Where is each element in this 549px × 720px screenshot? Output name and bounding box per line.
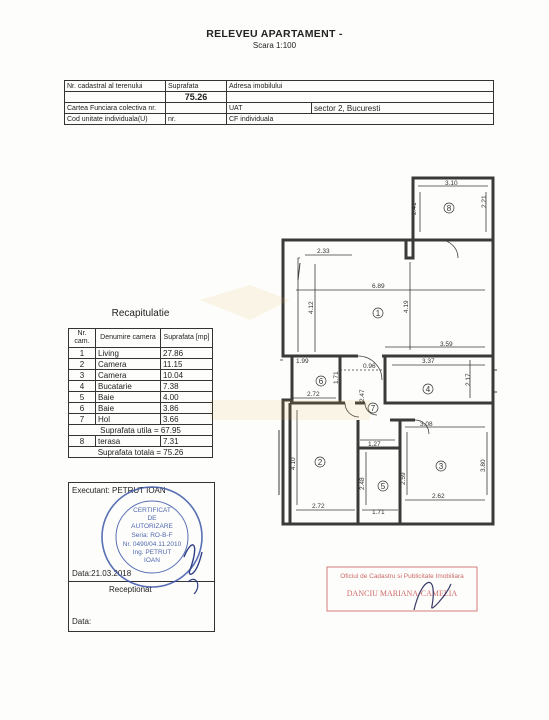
office-stamp-name: DANCIU MARIANA-CAMELIA — [346, 589, 458, 598]
table-row: 4 Bucatarie 7.38 — [69, 381, 213, 392]
col-header: Denumire camera — [96, 329, 161, 348]
dim-text: 3.08 — [420, 421, 433, 428]
received-label: Receptionat — [109, 585, 152, 594]
room-number: 6 — [318, 377, 324, 386]
table-row: 6 Baie 3.86 — [69, 403, 213, 414]
col-header: Nr. cam. — [69, 329, 96, 348]
dim-text: 2.17 — [465, 373, 472, 386]
col-header: Suprafata [mp] — [161, 329, 213, 348]
room-number: 7 — [370, 404, 376, 413]
dim-text: 4.10 — [290, 457, 297, 470]
table-row: 8 terasa 7.31 — [69, 436, 213, 447]
total-surface: Suprafata totala = 75.26 — [69, 447, 213, 458]
dim-text: 2.72 — [312, 503, 325, 510]
dim-text: 0.96 — [363, 363, 376, 370]
scale-label: Scara 1:100 — [252, 41, 297, 50]
table-row: 1 Living 27.86 — [69, 348, 213, 359]
dim-text: 2.72 — [307, 391, 320, 398]
room-number: 5 — [380, 482, 386, 491]
table-row: 2 Camera 11.15 — [69, 359, 213, 370]
office-stamp-line: Oficiul de Cadastru si Publicitate Imobiliara — [340, 573, 464, 580]
page-title: RELEVEU APARTAMENT - — [206, 28, 343, 40]
room-number: 2 — [317, 458, 323, 467]
stamp-line: AUTORIZARE — [131, 523, 173, 530]
dim-text: 2.41 — [411, 202, 418, 215]
stamp-line: Ing. PETRUT — [132, 549, 172, 556]
stamp-line: DE — [147, 515, 157, 522]
date-label: Data:21.03.2018 — [72, 569, 132, 578]
unit-code-nr: nr. — [166, 114, 227, 125]
room-number: 3 — [438, 462, 444, 471]
dim-text: 2.48 — [359, 477, 366, 490]
dim-text: 4.12 — [308, 301, 315, 314]
dim-text: 2.59 — [400, 472, 407, 485]
executant-label: Executant: PETRUT IOAN — [72, 486, 166, 495]
table-row: 5 Baie 4.00 — [69, 392, 213, 403]
uat-value: sector 2, Bucuresti — [312, 103, 494, 114]
stamp-line: CERTIFICAT — [133, 507, 171, 514]
cadastral-label: Nr. cadastral al terenului — [65, 81, 166, 92]
useful-surface: Suprafata utila = 67.95 — [69, 425, 213, 436]
stamp-line: Seria: RO-B-F — [131, 532, 173, 539]
table-row: 7 Hol 3.66 — [69, 414, 213, 425]
recap-title: Recapitulatie — [111, 308, 170, 319]
dim-text: 6.89 — [372, 283, 385, 290]
date2-label: Data: — [72, 617, 92, 626]
dim-text: 1.99 — [296, 358, 309, 365]
surface-label: Suprafata — [166, 81, 227, 92]
authorization-stamp — [92, 482, 212, 602]
dim-text: 3.10 — [445, 180, 458, 187]
table-row: 3 Camera 10.04 — [69, 370, 213, 381]
dim-text: 4.19 — [403, 300, 410, 313]
unit-code-label: Cod unitate individuala(U) — [65, 114, 166, 125]
stamp-line: Nr. 0490/04.11.2010 — [122, 541, 182, 548]
dim-text: 2.62 — [432, 493, 445, 500]
dim-text: 3.59 — [440, 341, 453, 348]
dim-text: 2.47 — [359, 389, 366, 402]
dim-text: 1.71 — [372, 509, 385, 516]
land-book-label: Cartea Funciara colectiva nr. — [65, 103, 166, 114]
address-label: Adresa imobilului — [227, 81, 494, 92]
dim-text: 2.33 — [317, 248, 330, 255]
dim-text: 1.27 — [368, 441, 381, 448]
dim-text: 1.71 — [333, 371, 340, 384]
stamp-line: IOAN — [144, 557, 160, 564]
room-number: 1 — [375, 309, 381, 318]
room-number: 4 — [425, 385, 431, 394]
recap-table — [68, 328, 213, 458]
dim-text: 3.37 — [422, 358, 435, 365]
uat-label: UAT — [227, 103, 312, 114]
cf-label: CF individuala — [227, 114, 494, 125]
office-stamp — [326, 566, 478, 614]
dim-text: 2.21 — [481, 195, 488, 208]
dim-text: 3.80 — [480, 459, 487, 472]
surface-value: 75.26 — [166, 92, 227, 103]
room-number: 8 — [446, 204, 452, 213]
